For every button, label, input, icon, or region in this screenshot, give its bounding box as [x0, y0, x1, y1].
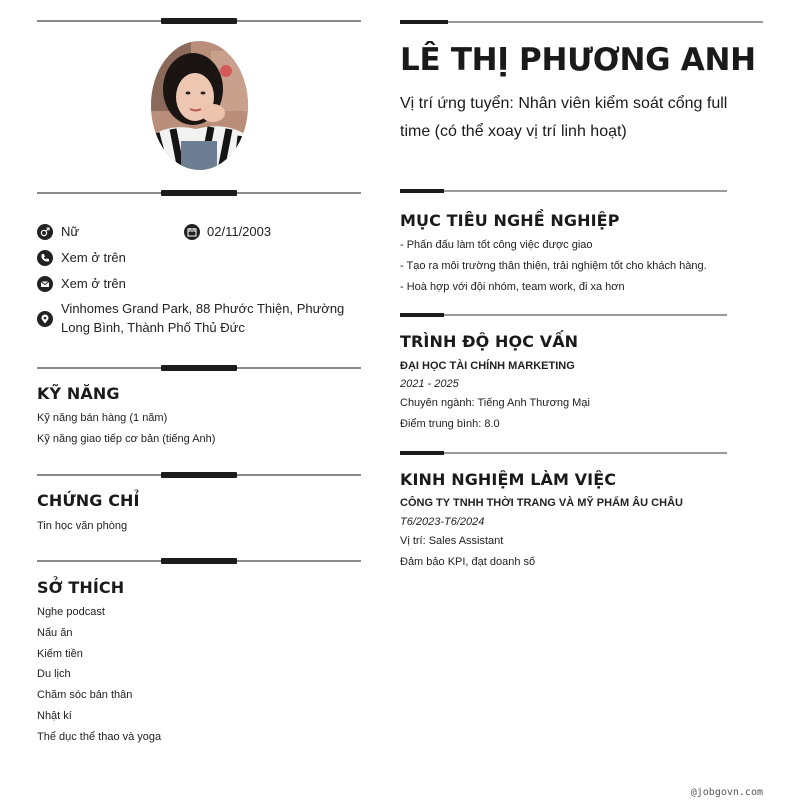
divider [400, 313, 727, 317]
phone-text: Xem ở trên [61, 250, 126, 265]
birthday-text: 02/11/2003 [207, 224, 272, 239]
experience-period: T6/2023-T6/2024 [400, 516, 485, 528]
hobby-item: Kiếm tiền [37, 648, 83, 660]
education-title: TRÌNH ĐỘ HỌC VẤN [400, 332, 579, 351]
divider [37, 190, 361, 196]
hobbies-title: SỞ THÍCH [37, 578, 125, 597]
education-major: Chuyên ngành: Tiếng Anh Thương Mại [400, 397, 590, 409]
gender-text: Nữ [61, 224, 80, 239]
divider [37, 18, 361, 24]
objective-item: - Tạo ra môi trường thân thiện, trải nghiệm tốt cho khách hàng. [400, 260, 707, 272]
watermark: @jobgovn.com [690, 787, 763, 798]
divider [37, 365, 361, 371]
email-icon [37, 276, 53, 292]
certificates-title: CHỨNG CHỈ [37, 491, 140, 510]
location-icon [37, 311, 53, 327]
hobby-item: Du lịch [37, 668, 71, 680]
company-name: CÔNG TY TNHH THỜI TRANG VÀ MỸ PHẨM ÂU CHÂU [400, 497, 683, 509]
objective-item: - Hoà hợp với đội nhóm, team work, đi xa hơn [400, 281, 625, 293]
hobby-item: Thể dục thể thao và yoga [37, 731, 162, 743]
divider [400, 20, 763, 24]
skills-title: KỸ NĂNG [37, 384, 120, 403]
hobby-item: Chăm sóc bản thân [37, 689, 133, 701]
objective-title: MỤC TIÊU NGHỀ NGHIỆP [400, 211, 620, 230]
calendar-icon [184, 224, 200, 240]
address-text: Vinhomes Grand Park, 88 Phước Thiện, Phường Long Bình, Thành Phố Thủ Đức [61, 301, 345, 335]
skill-item: Kỹ năng bán hàng (1 năm) [37, 412, 168, 424]
certificate-item: Tin học văn phòng [37, 520, 128, 532]
skill-item: Kỹ năng giao tiếp cơ bản (tiếng Anh) [37, 433, 216, 445]
school-name: ĐẠI HỌC TÀI CHÍNH MARKETING [400, 360, 575, 372]
email-text: Xem ở trên [61, 276, 126, 291]
education-period: 2021 - 2025 [400, 378, 459, 390]
candidate-name: LÊ THỊ PHƯƠNG ANH [400, 42, 756, 78]
experience-role: Vị trí: Sales Assistant [400, 535, 504, 547]
experience-title: KINH NGHIỆM LÀM VIỆC [400, 470, 617, 489]
avatar [151, 41, 248, 170]
divider [37, 472, 361, 478]
divider [37, 558, 361, 564]
divider [400, 451, 727, 455]
phone-icon [37, 250, 53, 266]
education-gpa: Điểm trung bình: 8.0 [400, 418, 500, 430]
hobby-item: Nấu ăn [37, 627, 73, 639]
hobby-item: Nghe podcast [37, 606, 105, 618]
objective-item: - Phấn đấu làm tốt công việc được giao [400, 239, 593, 251]
hobby-item: Nhật kí [37, 710, 72, 722]
gender-icon [37, 224, 53, 240]
experience-task: Đảm bảo KPI, đạt doanh số [400, 556, 536, 568]
position-applied: Vị trí ứng tuyển: Nhân viên kiểm soát cổng full time (có thể xoay vị trí linh hoạt) [400, 95, 728, 140]
divider [400, 189, 727, 193]
